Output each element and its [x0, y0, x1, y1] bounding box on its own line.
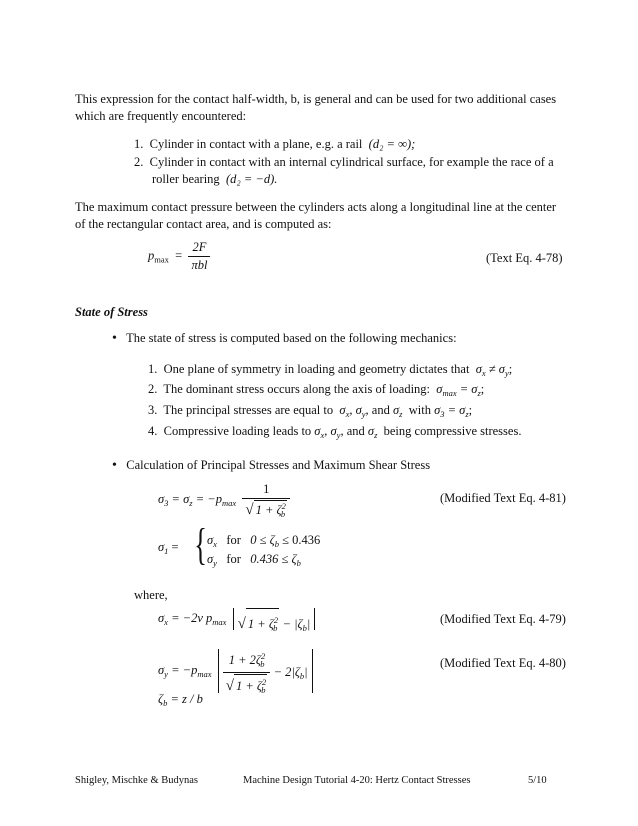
equation-sigma1-case-2: $\sigma_y$ for $0.436 \le \zeta_b$ [207, 552, 301, 568]
bullet-principal-stresses: • Calculation of Principal Stresses and Maximum Shear Stress [112, 458, 431, 473]
mechanics-item-2: 2. The dominant stress occurs along the axis of loading: $\sigma_{max} = \sigma_z$; [148, 382, 485, 398]
mechanics-item-1: 1. One plane of symmetry in loading and geometry dictates that $\sigma_x \ne \sigma_y$; [148, 362, 513, 378]
equation-sigmax: $\sigma_x = -2\nu$ $p_{max}$ √ $1 + \zeta^2_b - |\zeta_b|$ [158, 608, 315, 630]
pressure-line-2: of the rectangular contact area, and is computed as: [75, 217, 332, 231]
case-item-2: 2. Cylinder in contact with an internal cylindrical surface, for example the race of a [134, 155, 554, 169]
pressure-line-1: The maximum contact pressure between the cylinders acts along a longitudinal line at the center [75, 200, 557, 214]
footer-title: Machine Design Tutorial 4-20: Hertz Contact Stresses [243, 775, 471, 786]
case-item-1: 1. Cylinder in contact with a plane, e.g. a rail (d₂ = ∞); [134, 137, 416, 151]
equation-sigma1-lhs: $\sigma_1$ = [158, 540, 179, 556]
brace-icon: { [194, 520, 207, 569]
equation-ref-4-80: (Modified Text Eq. 4-80) [440, 656, 566, 670]
equation-sigma1-case-1: $\sigma_x$ for $0 \le \zeta_b \le 0.436$ [207, 533, 321, 549]
equation-ref-4-79: (Modified Text Eq. 4-79) [440, 612, 566, 626]
bullet-mechanics: • The state of stress is computed based on the following mechanics: [112, 331, 457, 346]
mechanics-item-3: 3. The principal stresses are equal to $\sigma_x$, $\sigma_y$, and $\sigma_z$ with $\sigma_3 = \sigma_z$; [148, 403, 473, 419]
mechanics-item-4: 4. Compressive loading leads to $\sigma_x$, $\sigma_y$, and $\sigma_z$ being compressive stresses. [148, 424, 522, 440]
case-item-2-cont: roller bearing (d₂ = −d). [152, 172, 278, 186]
equation-sigma3: $\sigma_3 = \sigma_z = -p_{max}$ $\frac{1}{√ 1 + \zeta^2_b}$ [158, 482, 290, 519]
case-2-equation: (d₂ = −d). [225, 172, 278, 186]
bullet-icon: • [112, 331, 117, 346]
equation-ref-4-81: (Modified Text Eq. 4-81) [440, 491, 566, 505]
equation-ref-4-78: (Text Eq. 4-78) [486, 251, 563, 265]
bullet-icon: • [112, 458, 117, 473]
intro-line-2: which are frequently encountered: [75, 109, 247, 123]
footer-authors: Shigley, Mischke & Budynas [75, 775, 198, 786]
intro-line-1: This expression for the contact half-width, b, is general and can be used for two additional cases [75, 92, 557, 106]
case-1-equation: (d₂ = ∞); [368, 137, 416, 151]
equation-pmax: $p_{max}$ = $\frac{2F}{\text{πbl}}$ [148, 240, 210, 273]
section-title: State of Stress [75, 305, 148, 319]
footer-page-number: 5/10 [528, 775, 547, 786]
where-label: where, [134, 588, 168, 602]
equation-sigmay: $\sigma_y = -p_{max}$ $\frac{1 + 2\zeta^2_b}{√ 1 + \zeta^2_b}$ − $2|\zeta_b|$ [158, 649, 313, 693]
equation-zeta-b: $\zeta_b = z / b$ [158, 692, 203, 708]
